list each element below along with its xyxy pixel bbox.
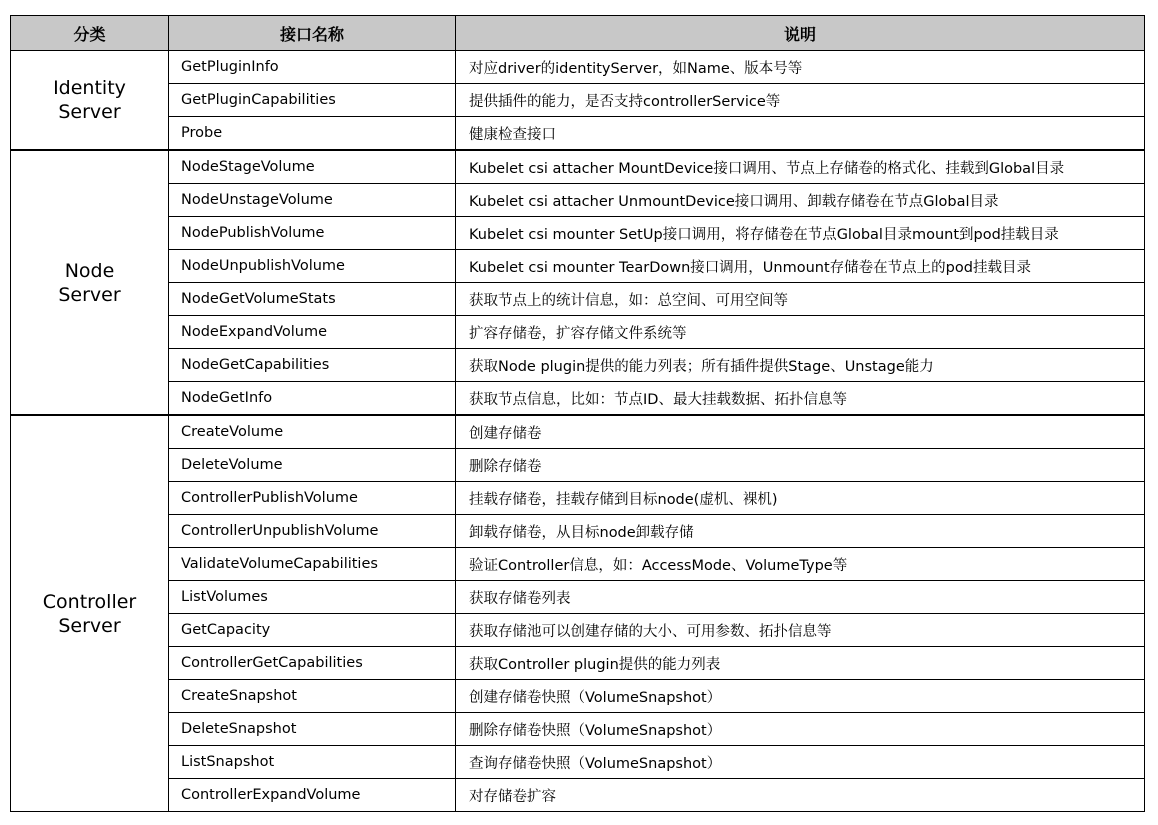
description-cell: 对应driver的identityServer，如Name、版本号等 bbox=[456, 51, 1145, 84]
category-label-line: Identity bbox=[53, 77, 126, 99]
interface-name-cell: Probe bbox=[169, 117, 456, 151]
table-row bbox=[11, 117, 1145, 151]
description-cell: 删除存储卷快照（VolumeSnapshot） bbox=[456, 713, 1145, 746]
description-cell: 获取Controller plugin提供的能力列表 bbox=[456, 647, 1145, 680]
table-row bbox=[11, 283, 1145, 316]
interface-name-cell: NodeStageVolume bbox=[169, 150, 456, 184]
table-row bbox=[11, 184, 1145, 217]
interface-name-cell: ValidateVolumeCapabilities bbox=[169, 548, 456, 581]
table-row bbox=[11, 548, 1145, 581]
description-cell: 获取存储池可以创建存储的大小、可用参数、拓扑信息等 bbox=[456, 614, 1145, 647]
table-row bbox=[11, 150, 1145, 184]
interface-name-cell: GetPluginCapabilities bbox=[169, 84, 456, 117]
description-cell: 创建存储卷 bbox=[456, 415, 1145, 449]
interface-name-cell: NodePublishVolume bbox=[169, 217, 456, 250]
description-cell: 获取Node plugin提供的能力列表；所有插件提供Stage、Unstage能力 bbox=[456, 349, 1145, 382]
table-row bbox=[11, 449, 1145, 482]
interface-name-cell: ControllerExpandVolume bbox=[169, 779, 456, 812]
description-cell: 删除存储卷 bbox=[456, 449, 1145, 482]
description-cell: 查询存储卷快照（VolumeSnapshot） bbox=[456, 746, 1145, 779]
header-interface-name: 接口名称 bbox=[169, 16, 456, 51]
interface-name-cell: NodeUnpublishVolume bbox=[169, 250, 456, 283]
interface-name-cell: ListVolumes bbox=[169, 581, 456, 614]
interface-name-cell: NodeGetVolumeStats bbox=[169, 283, 456, 316]
table-row bbox=[11, 482, 1145, 515]
table-row bbox=[11, 217, 1145, 250]
description-cell: Kubelet csi mounter SetUp接口调用，将存储卷在节点Global目录mount到pod挂载目录 bbox=[456, 217, 1145, 250]
description-cell: Kubelet csi attacher UnmountDevice接口调用、卸载存储卷在节点Global目录 bbox=[456, 184, 1145, 217]
category-label-line: Node bbox=[64, 259, 115, 282]
table-header bbox=[11, 16, 1145, 51]
interface-name-cell: DeleteVolume bbox=[169, 449, 456, 482]
description-cell: 获取节点信息，比如：节点ID、最大挂载数据、拓扑信息等 bbox=[456, 382, 1145, 416]
table-row bbox=[11, 647, 1145, 680]
interface-name-cell: NodeUnstageVolume bbox=[169, 184, 456, 217]
interface-name-cell: ControllerGetCapabilities bbox=[169, 647, 456, 680]
table-row bbox=[11, 382, 1145, 416]
interface-name-cell: DeleteSnapshot bbox=[169, 713, 456, 746]
interface-name-cell: NodeGetCapabilities bbox=[169, 349, 456, 382]
table-row bbox=[11, 415, 1145, 449]
interface-name-cell: CreateSnapshot bbox=[169, 680, 456, 713]
csi-interface-table bbox=[10, 15, 1145, 812]
description-cell: 健康检查接口 bbox=[456, 117, 1145, 151]
category-cell-node-server bbox=[11, 150, 169, 415]
description-cell: 提供插件的能力，是否支持controllerService等 bbox=[456, 84, 1145, 117]
category-label-line: Server bbox=[58, 283, 121, 306]
interface-name-cell: GetCapacity bbox=[169, 614, 456, 647]
description-cell: 获取节点上的统计信息，如：总空间、可用空间等 bbox=[456, 283, 1145, 316]
description-cell: 获取存储卷列表 bbox=[456, 581, 1145, 614]
category-label-line: Server bbox=[58, 614, 121, 637]
table-body bbox=[11, 51, 1145, 812]
table-row bbox=[11, 581, 1145, 614]
category-cell-controller-server bbox=[11, 415, 169, 812]
table-row bbox=[11, 515, 1145, 548]
category-label-line: Server bbox=[58, 101, 121, 123]
header-row bbox=[11, 16, 1145, 51]
table-row bbox=[11, 746, 1145, 779]
description-cell: 扩容存储卷，扩容存储文件系统等 bbox=[456, 316, 1145, 349]
description-cell: 验证Controller信息，如：AccessMode、VolumeType等 bbox=[456, 548, 1145, 581]
description-cell: Kubelet csi mounter TearDown接口调用，Unmount存储卷在节点上的pod挂载目录 bbox=[456, 250, 1145, 283]
interface-name-cell: CreateVolume bbox=[169, 415, 456, 449]
table-row bbox=[11, 680, 1145, 713]
category-label-line: Controller bbox=[42, 590, 137, 613]
description-cell: 卸载存储卷，从目标node卸载存储 bbox=[456, 515, 1145, 548]
table-row bbox=[11, 779, 1145, 812]
description-cell: Kubelet csi attacher MountDevice接口调用、节点上存储卷的格式化、挂载到Global目录 bbox=[456, 150, 1145, 184]
table-row bbox=[11, 84, 1145, 117]
description-cell: 对存储卷扩容 bbox=[456, 779, 1145, 812]
table-row bbox=[11, 349, 1145, 382]
table-row bbox=[11, 316, 1145, 349]
table-row bbox=[11, 614, 1145, 647]
description-cell: 创建存储卷快照（VolumeSnapshot） bbox=[456, 680, 1145, 713]
interface-name-cell: GetPluginInfo bbox=[169, 51, 456, 84]
header-description: 说明 bbox=[456, 16, 1145, 51]
interface-name-cell: NodeGetInfo bbox=[169, 382, 456, 416]
table-row bbox=[11, 713, 1145, 746]
category-cell-identity-server bbox=[11, 51, 169, 151]
interface-name-cell: ListSnapshot bbox=[169, 746, 456, 779]
interface-name-cell: ControllerPublishVolume bbox=[169, 482, 456, 515]
table-row bbox=[11, 51, 1145, 84]
table-row bbox=[11, 250, 1145, 283]
interface-name-cell: ControllerUnpublishVolume bbox=[169, 515, 456, 548]
description-cell: 挂载存储卷，挂载存储到目标node(虚机、裸机) bbox=[456, 482, 1145, 515]
header-category: 分类 bbox=[11, 16, 169, 51]
interface-name-cell: NodeExpandVolume bbox=[169, 316, 456, 349]
